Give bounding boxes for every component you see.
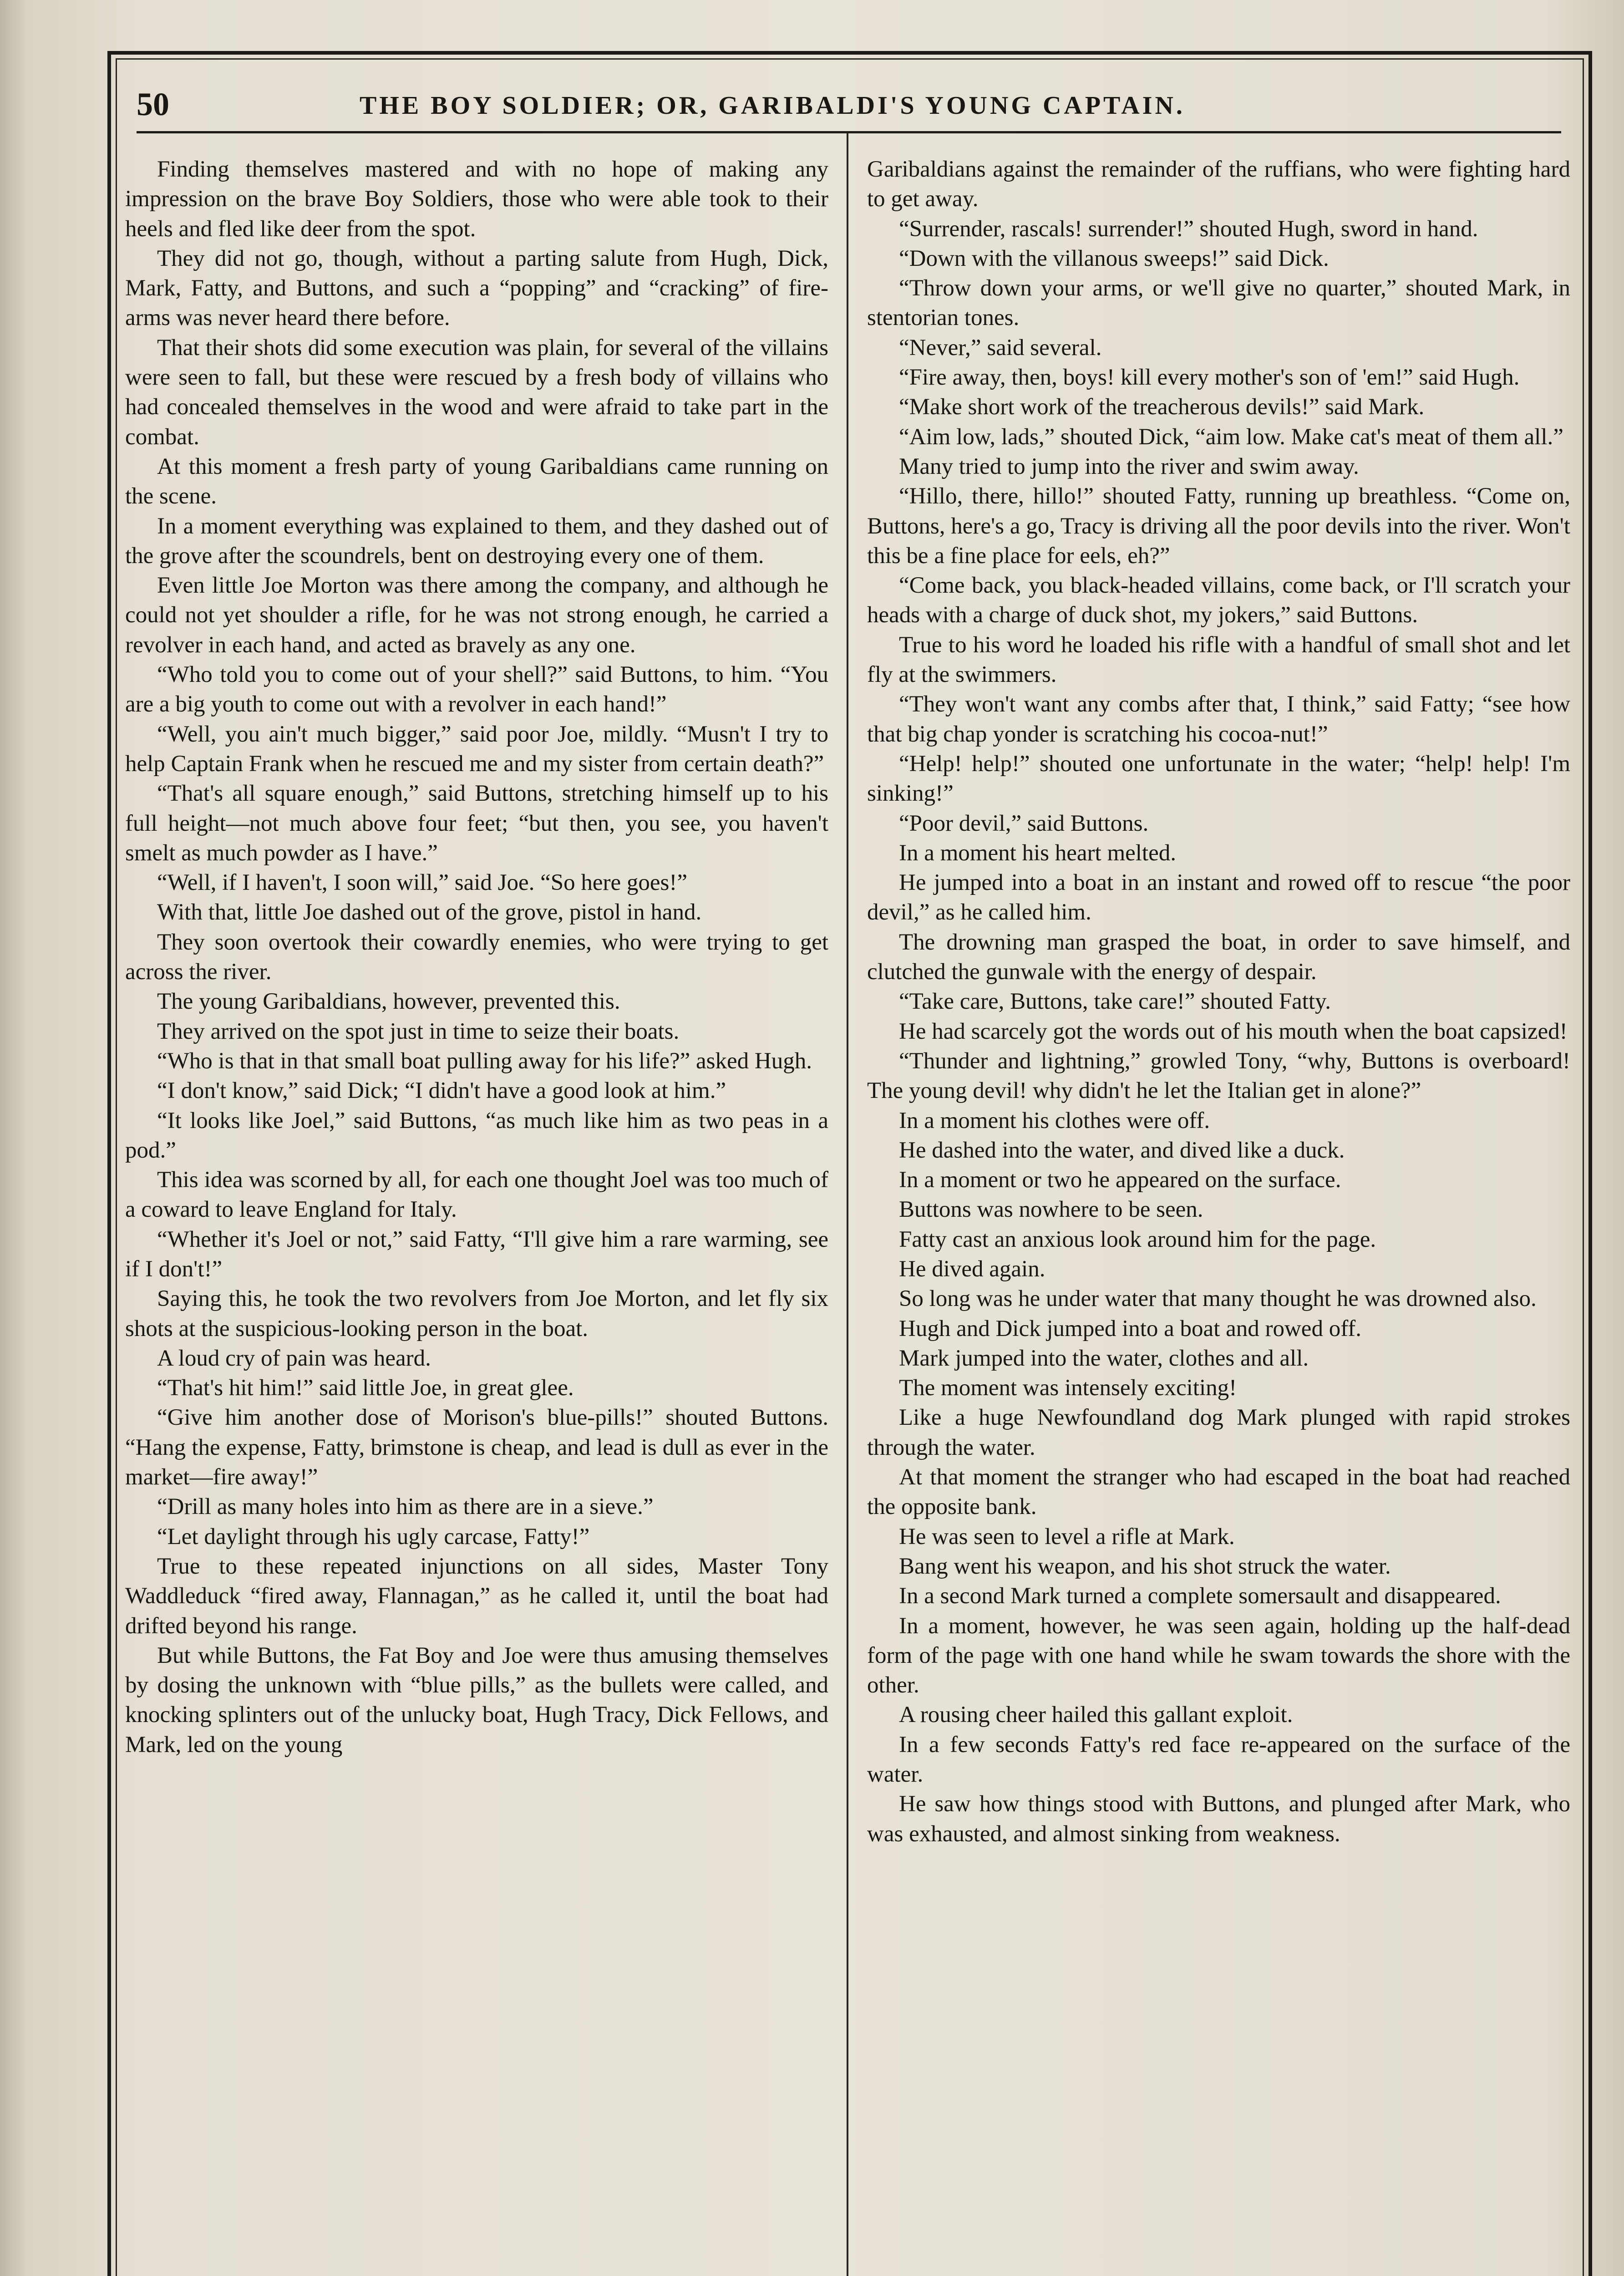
paragraph: He dashed into the water, and dived like a duck. xyxy=(899,1137,1345,1163)
paragraph: “That's hit him!” said little Joe, in great glee. xyxy=(157,1375,574,1401)
paragraph: “Who is that in that small boat pulling away for his life?” asked Hugh. xyxy=(157,1048,812,1074)
paragraph: He had scarcely got the words out of his mouth when the boat capsized! xyxy=(899,1018,1568,1044)
paragraph: “Give him another dose of Morison's blue-pills!” shouted Buttons. “Hang the expense, Fatty, brimstone is cheap, and lead is dull as ever in the market—fire away!” xyxy=(125,1405,828,1490)
paragraph: So long was he under water that many thought he was drowned also. xyxy=(899,1286,1537,1312)
paragraph: A loud cry of pain was heard. xyxy=(157,1345,431,1371)
paragraph: He jumped into a boat in an instant and rowed off to rescue “the poor devil,” as he called him. xyxy=(867,870,1570,925)
left-column xyxy=(125,155,828,2276)
paragraph: “Thunder and lightning,” growled Tony, “why, Buttons is overboard! The young devil! why didn't he let the Italian get in alone?” xyxy=(867,1048,1570,1104)
paragraph: The moment was intensely exciting! xyxy=(899,1375,1237,1401)
paragraph: In a moment, however, he was seen again, holding up the half-dead form of the page with one hand while he swam towards the shore with the other. xyxy=(867,1613,1570,1698)
paragraph: “Help! help!” shouted one unfortunate in the water; “help! help! I'm sinking!” xyxy=(867,751,1570,807)
paragraph: He saw how things stood with Buttons, and plunged after Mark, who was exhausted, and almost sinking from weakness. xyxy=(867,1791,1570,1847)
paragraph: In a moment his clothes were off. xyxy=(899,1108,1210,1133)
paragraph: “Well, you ain't much bigger,” said poor Joe, mildly. “Musn't I try to help Captain Frank when he rescued me and my sister from certain death?” xyxy=(125,721,828,777)
paragraph: “Throw down your arms, or we'll give no quarter,” shouted Mark, in stentorian tones. xyxy=(867,275,1570,331)
paragraph: “Let daylight through his ugly carcase, Fatty!” xyxy=(157,1524,590,1550)
paragraph: But while Buttons, the Fat Boy and Joe were thus amusing themselves by dosing the unknown with “blue pills,” as the bullets were called, and knocking splinters out of the unlucky boat, Hugh Tracy, Dick Fellows, and Mark, led on the young xyxy=(125,1642,828,1758)
paragraph: “I don't know,” said Dick; “I didn't have a good look at him.” xyxy=(157,1078,726,1104)
paragraph: In a second Mark turned a complete somersault and disappeared. xyxy=(899,1583,1501,1609)
paragraph: “Well, if I haven't, I soon will,” said Joe. “So here goes!” xyxy=(157,870,687,896)
paragraph: He was seen to level a rifle at Mark. xyxy=(899,1524,1235,1550)
paragraph: “Drill as many holes into him as there are in a sieve.” xyxy=(157,1494,654,1520)
paragraph: He dived again. xyxy=(899,1256,1045,1282)
running-header xyxy=(137,81,1561,133)
paragraph: At this moment a fresh party of young Garibaldians came running on the scene. xyxy=(125,453,828,509)
paragraph: They did not go, though, without a parting salute from Hugh, Dick, Mark, Fatty, and Buttons, and such a “popping” and “cracking” of fire-arms was never heard there before. xyxy=(125,245,828,331)
paragraph: “Who told you to come out of your shell?” said Buttons, to him. “You are a big youth to come out with a revolver in each hand!” xyxy=(125,662,828,717)
paragraph: At that moment the stranger who had escaped in the boat had reached the opposite bank. xyxy=(867,1464,1570,1520)
paragraph: “It looks like Joel,” said Buttons, “as much like him as two peas in a pod.” xyxy=(125,1108,828,1163)
paragraph: Bang went his weapon, and his shot struck the water. xyxy=(899,1553,1391,1579)
paragraph: The drowning man grasped the boat, in order to save himself, and clutched the gunwale with the energy of despair. xyxy=(867,929,1570,985)
paragraph: Saying this, he took the two revolvers from Joe Morton, and let fly six shots at the suspicious-looking person in the boat. xyxy=(125,1286,828,1341)
paragraph: “They won't want any combs after that, I think,” said Fatty; “see how that big chap yonder is scratching his cocoa-nut!” xyxy=(867,691,1570,747)
paragraph: That their shots did some execution was plain, for several of the villains were seen to fall, but these were rescued by a fresh body of villains who had concealed themselves in the wood and were afraid to take part in the combat. xyxy=(125,335,828,450)
right-column xyxy=(867,155,1570,2276)
paragraph: Like a huge Newfoundland dog Mark plunged with rapid strokes through the water. xyxy=(867,1405,1570,1460)
paragraph: “Make short work of the treacherous devils!” said Mark. xyxy=(899,394,1425,420)
paragraph: A rousing cheer hailed this gallant exploit. xyxy=(899,1702,1293,1728)
paragraph: “Never,” said several. xyxy=(899,335,1102,361)
paragraph: “Whether it's Joel or not,” said Fatty, “I'll give him a rare warming, see if I don't!” xyxy=(125,1226,828,1282)
paragraph: “Down with the villanous sweeps!” said Dick. xyxy=(899,245,1329,271)
paragraph: In a moment or two he appeared on the surface. xyxy=(899,1167,1341,1193)
paragraph: “That's all square enough,” said Buttons, stretching himself up to his full height—not much above four feet; “but then, you see, you haven't smelt as much powder as I have.” xyxy=(125,781,828,866)
paragraph: In a moment everything was explained to them, and they dashed out of the grove after the scoundrels, bent on destroying every one of them. xyxy=(125,513,828,569)
paragraph: In a few seconds Fatty's red face re-appeared on the surface of the water. xyxy=(867,1732,1570,1788)
paragraph: Hugh and Dick jumped into a boat and rowed off. xyxy=(899,1316,1361,1341)
page-title: THE BOY SOLDIER; OR, GARIBALDI'S YOUNG CAPTAIN. xyxy=(360,91,1185,120)
paragraph: Mark jumped into the water, clothes and all. xyxy=(899,1345,1309,1371)
paragraph: Many tried to jump into the river and swim away. xyxy=(899,453,1359,479)
paragraph: True to these repeated injunctions on all sides, Master Tony Waddleduck “fired away, Flannagan,” as he called it, until the boat had drifted beyond his range. xyxy=(125,1553,828,1639)
paragraph: “Surrender, rascals! surrender!” shouted Hugh, sword in hand. xyxy=(899,216,1478,242)
paragraph: “Poor devil,” said Buttons. xyxy=(899,810,1149,836)
column-divider xyxy=(847,133,848,2276)
paragraph: The young Garibaldians, however, prevented this. xyxy=(157,989,620,1015)
paragraph: “Aim low, lads,” shouted Dick, “aim low. Make cat's meat of them all.” xyxy=(899,424,1563,450)
paragraph: Finding themselves mastered and with no hope of making any impression on the brave Boy Soldiers, those who were able took to their heels and fled like deer from the spot. xyxy=(125,157,828,242)
paragraph: With that, little Joe dashed out of the grove, pistol in hand. xyxy=(157,899,702,925)
paragraph: They arrived on the spot just in time to seize their boats. xyxy=(157,1018,680,1044)
paragraph: “Come back, you black-headed villains, come back, or I'll scratch your heads with a charge of duck shot, my jokers,” said Buttons. xyxy=(867,573,1570,628)
paragraph: Buttons was nowhere to be seen. xyxy=(899,1197,1203,1223)
paragraph: This idea was scorned by all, for each one thought Joel was too much of a coward to leave England for Italy. xyxy=(125,1167,828,1223)
paragraph: Even little Joe Morton was there among the company, and although he could not yet shoulder a rifle, for he was not strong enough, he carried a revolver in each hand, and acted as bravely as any one. xyxy=(125,573,828,658)
paragraph: “Fire away, then, boys! kill every mother's son of 'em!” said Hugh. xyxy=(899,365,1520,391)
paragraph: In a moment his heart melted. xyxy=(899,840,1176,866)
paragraph: “Take care, Buttons, take care!” shouted Fatty. xyxy=(899,989,1331,1015)
paragraph: Fatty cast an anxious look around him for the page. xyxy=(899,1226,1376,1252)
page-number: 50 xyxy=(137,86,169,122)
paragraph: Garibaldians against the remainder of the ruffians, who were fighting hard to get away. xyxy=(867,157,1570,212)
paragraph: “Hillo, there, hillo!” shouted Fatty, running up breathless. “Come on, Buttons, here's a go, Tracy is driving all the poor devils into the river. Won't this be a fine place for eels, eh?” xyxy=(867,483,1570,569)
paragraph: True to his word he loaded his rifle with a handful of small shot and let fly at the swimmers. xyxy=(867,632,1570,688)
paragraph: They soon overtook their cowardly enemies, who were trying to get across the river. xyxy=(125,929,828,985)
